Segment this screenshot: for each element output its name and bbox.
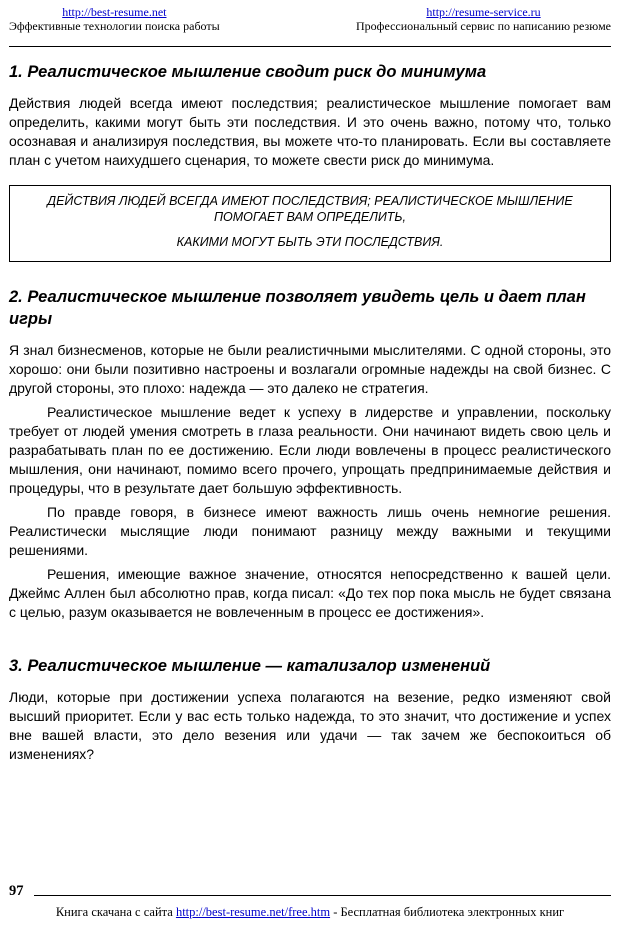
section-2-paragraph-2: Реалистическое мышление ведет к успеху в лидерстве и управлении, поскольку требует от людей умения смотреть в глаза реальности. Они начинают видеть свою цель и разрабатывать план по ее достижению. Если люди вовлечены в процесс реалистического мышления, они начинают, помимо всего прочего, упрощать предпринимаемые действия и процедуры, что в результате дает большую эффективность. [9, 403, 611, 496]
header-right-tagline: Профессиональный сервис по написанию резюме [356, 19, 611, 34]
section-3-heading: 3. Реалистическое мышление — катализалор изменений [9, 656, 491, 675]
header-left-url-link[interactable]: http://best-resume.net [62, 5, 167, 19]
footer-credit [9, 905, 611, 920]
header-left-tagline: Эффективные технологии поиска работы [9, 19, 220, 34]
page-footer [9, 884, 611, 921]
header-right [356, 5, 611, 33]
footer-credit-prefix: Книга скачана с сайта [55, 905, 176, 919]
section-2-paragraph-3: По правде говоря, в бизнесе имеют важность лишь очень немногие решения. Реалистически мыслящие люди понимают разницу между важными и текущими решениями. [9, 503, 611, 558]
section-3-paragraph: Люди, которые при достижении успеха полагаются на везение, редко изменяют свой высший приоритет. Если у вас есть только надежда, то это значит, что достижение и успех вне вашей власти, это дело везения или удачи — так зачем же беспокоиться об изменениях? [9, 688, 611, 762]
section-2-paragraph-4: Решения, имеющие важное значение, относятся непосредственно к вашей цели. Джеймс Аллен был абсолютно прав, когда писал: «До тех пор пока мысль не будет связана с целью, разум оказывается не вовлеченным в процесс ее достижения». [9, 565, 611, 620]
footer-credit-link[interactable]: http://best-resume.net/free.htm [175, 905, 331, 919]
header-divider [9, 46, 611, 47]
page-number-row [9, 884, 611, 899]
section-2-heading: 2. Реалистическое мышление позволяет увидеть цель и дает план игры [9, 288, 586, 328]
footer-divider [34, 895, 612, 896]
header-left [9, 5, 220, 33]
quote-line-2: КАКИМИ МОГУТ БЫТЬ ЭТИ ПОСЛЕДСТВИЯ. [176, 235, 444, 250]
page-number: 97 [9, 882, 24, 899]
section-1-heading: 1. Реалистическое мышление сводит риск до минимума [9, 63, 487, 82]
quote-box [9, 185, 611, 262]
header-right-url-link[interactable]: http://resume-service.ru [426, 5, 541, 19]
section-2-paragraph-1: Я знал бизнесменов, которые не были реалистичными мыслителями. С одной стороны, это хорошо: они были позитивно настроены и возлагали огромные надежды на свой бизнес. С другой стороны, это плохо: надежда — это далеко не стратегия. [9, 341, 611, 396]
section-1-paragraph: Действия людей всегда имеют последствия; реалистическое мышление помогает вам определить, какими могут быть эти последствия. И это очень важно, потому что, только осознавая и анализируя последствия, вы можете что-то планировать. Если вы составляете план с учетом наихудшего сценария, то можете свести риск до минимума. [9, 95, 611, 169]
quote-line-1: ДЕЙСТВИЯ ЛЮДЕЙ ВСЕГДА ИМЕЮТ ПОСЛЕДСТВИЯ; РЕАЛИСТИЧЕСКОЕ МЫШЛЕНИЕ ПОМОГАЕТ ВАМ ОПРЕДЕЛИТЬ, [47, 194, 573, 225]
page-header [9, 5, 611, 33]
footer-credit-suffix: - Бесплатная библиотека электронных книг [330, 905, 565, 919]
